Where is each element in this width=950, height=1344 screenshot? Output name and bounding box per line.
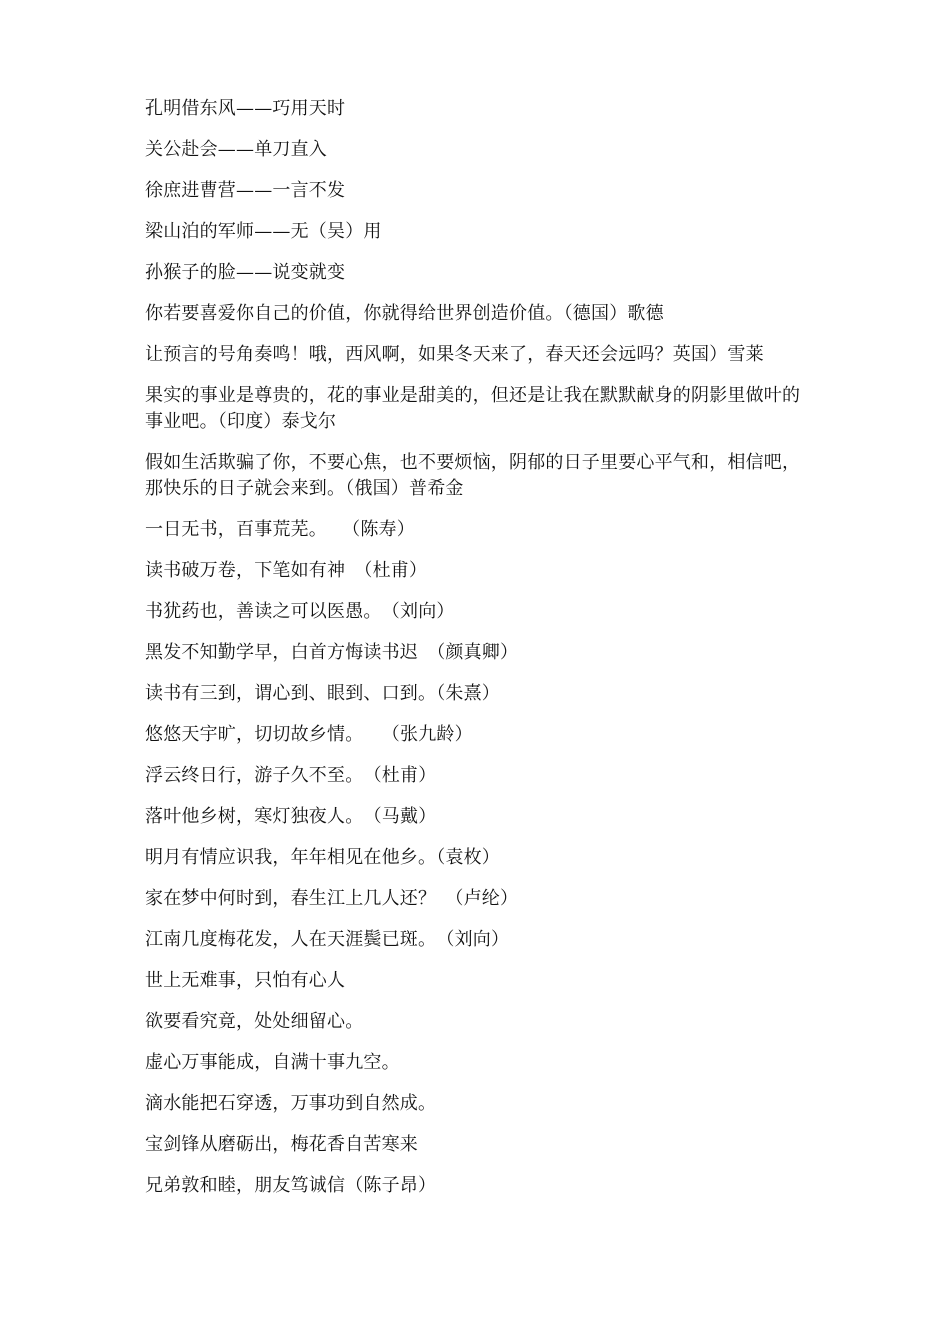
paragraph: 江南几度梅花发，人在天涯鬓已斑。 （刘向） [145, 929, 510, 950]
paragraph: 黑发不知勤学早，白首方悔读书迟 （颜真卿） [145, 642, 519, 663]
paragraph: 滴水能把石穿透，万事功到自然成。 [145, 1093, 437, 1114]
paragraph: 宝剑锋从磨砺出，梅花香自苦寒来 [145, 1134, 418, 1155]
paragraph: 孔明借东风——巧用天时 [145, 98, 346, 119]
paragraph: 落叶他乡树，寒灯独夜人。 （马戴） [145, 806, 437, 827]
paragraph: 你若要喜爱你自己的价值，你就得给世界创造价值。（德国）歌德 [145, 303, 664, 324]
paragraph: 欲要看究竟，处处细留心。 [145, 1011, 364, 1032]
paragraph: 书犹药也，善读之可以医愚。 （刘向） [145, 601, 455, 622]
paragraph: 徐庶进曹营——一言不发 [145, 180, 346, 201]
document-body [145, 96, 809, 1214]
paragraph: 让预言的号角奏鸣！哦，西风啊，如果冬天来了，春天还会远吗？英国）雪莱 [145, 344, 764, 365]
paragraph: 兄弟敦和睦，朋友笃诚信（陈子昂） [145, 1175, 437, 1196]
paragraph: 关公赴会——单刀直入 [145, 139, 327, 160]
paragraph: 梁山泊的军师——无（吴）用 [145, 221, 382, 242]
paragraph: 读书有三到，谓心到、眼到、口到。（朱熹） [145, 683, 500, 704]
paragraph: 假如生活欺骗了你，不要心焦，也不要烦恼，阴郁的日子里要心平气和，相信吧，那快乐的日子就会来到。（俄国）普希金 [145, 452, 801, 499]
paragraph: 世上无难事，只怕有心人 [145, 970, 346, 991]
paragraph: 家在梦中何时到，春生江上几人还？ （卢纶） [145, 888, 519, 909]
paragraph: 悠悠天宇旷，切切故乡情。 （张九龄） [145, 724, 473, 745]
paragraph: 读书破万卷，下笔如有神 （杜甫） [145, 560, 428, 581]
paragraph: 一日无书，百事荒芜。 （陈寿） [145, 519, 415, 540]
paragraph: 果实的事业是尊贵的，花的事业是甜美的，但还是让我在默默献身的阴影里做叶的事业吧。（印度）泰戈尔 [145, 385, 801, 432]
paragraph: 孙猴子的脸——说变就变 [145, 262, 346, 283]
paragraph: 浮云终日行，游子久不至。 （杜甫） [145, 765, 437, 786]
paragraph: 虚心万事能成，自满十事九空。 [145, 1052, 400, 1073]
paragraph: 明月有情应识我，年年相见在他乡。（袁枚） [145, 847, 500, 868]
